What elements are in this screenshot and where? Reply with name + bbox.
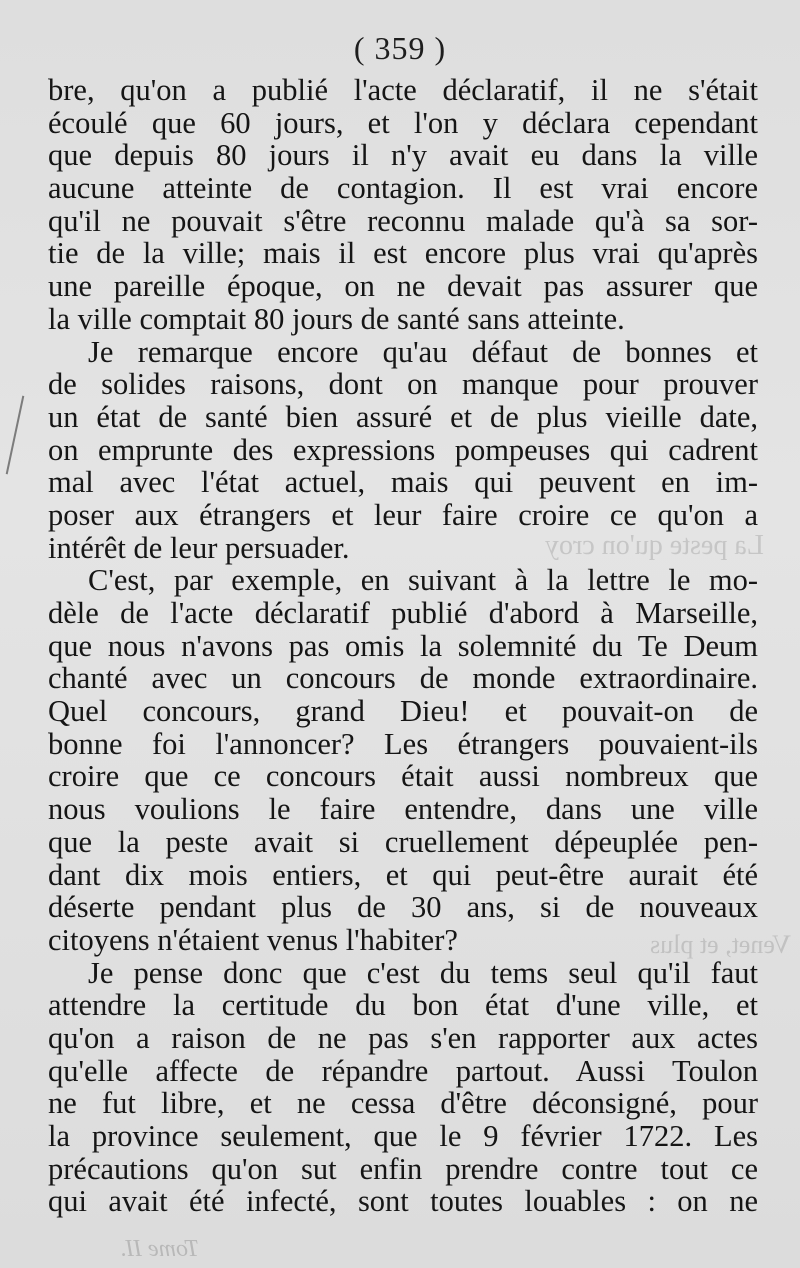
text-line: aucune atteinte de contagion. Il est vrai encore — [48, 171, 758, 206]
text-line: la province seulement, que le 9 février 1722. Les — [48, 1119, 758, 1153]
bleed-through-text: La peste qu'on croy — [545, 530, 764, 561]
text-line: qu'il ne pouvait s'être reconnu malade qu'à sa sor- — [48, 203, 758, 238]
text-line: chanté avec un concours de monde extraordinaire. — [48, 661, 758, 696]
text-line: écoulé que 60 jours, et l'on y déclara cependant — [48, 105, 758, 140]
text-line: précautions qu'on sut enfin prendre contre tout ce — [48, 1151, 758, 1186]
text-line: bonne foi l'annoncer? Les étrangers pouvaient-ils — [48, 726, 758, 761]
paragraph — [48, 564, 758, 956]
page-number: ( 359 ) — [353, 30, 447, 66]
text-line: on emprunte des expressions pompeuses qui cadrent — [48, 432, 758, 467]
text-line: bre, qu'on a publié l'acte déclaratif, il ne s'était — [48, 73, 758, 107]
text-line: Je pense donc que c'est du tems seul qu'il faut — [88, 955, 758, 990]
text-line: attendre la certitude du bon état d'une ville, et — [48, 988, 758, 1023]
bleed-through-text: Venet, et plus — [650, 930, 791, 959]
text-line: dant dix mois entiers, et qui peut-être aurait été — [48, 857, 758, 892]
paragraph — [48, 336, 758, 565]
paragraph — [48, 957, 758, 1219]
text-line: que nous n'avons pas omis la solemnité du Te Deum — [48, 628, 758, 663]
paragraph — [48, 74, 758, 336]
text-line: nous voulions le faire entendre, dans une ville — [48, 792, 758, 827]
text-line: dèle de l'acte déclaratif publié d'abord à Marseille, — [48, 596, 758, 630]
text-line: mal avec l'état actuel, mais qui peuvent en im- — [48, 465, 758, 500]
margin-pencil-mark — [6, 396, 25, 475]
text-line: que depuis 80 jours il n'y avait eu dans la ville — [48, 138, 758, 173]
text-line: intérêt de leur persuader. — [48, 530, 350, 565]
text-line: C'est, par exemple, en suivant à la lettre le mo- — [88, 563, 758, 598]
text-line: déserte pendant plus de 30 ans, si de nouveaux — [48, 890, 758, 925]
text-line: un état de santé bien assuré et de plus vieille date, — [48, 399, 758, 434]
text-line: ne fut libre, et ne cessa d'être déconsigné, pour — [48, 1086, 758, 1121]
text-line: la ville comptait 80 jours de santé sans atteinte. — [48, 301, 625, 336]
text-line: Quel concours, grand Dieu! et pouvait-on de — [48, 694, 758, 729]
text-line: que la peste avait si cruellement dépeuplée pen- — [48, 824, 758, 859]
text-line: croire que ce concours était aussi nombreux que — [48, 759, 758, 794]
text-line: tie de la ville; mais il est encore plus vrai qu'après — [48, 236, 758, 271]
bleed-through-text: Tome II. — [120, 1236, 200, 1262]
text-line: qui avait été infecté, sont toutes louables : on ne — [48, 1184, 758, 1219]
text-line: une pareille époque, on ne devait pas assurer que — [48, 269, 758, 304]
text-line: qu'on a raison de ne pas s'en rapporter aux actes — [48, 1020, 758, 1055]
body-text — [48, 74, 758, 1218]
text-line: Je remarque encore qu'au défaut de bonnes et — [88, 334, 758, 369]
text-line: de solides raisons, dont on manque pour prouver — [48, 367, 758, 402]
text-line: qu'elle affecte de répandre partout. Aussi Toulon — [48, 1053, 758, 1088]
text-line: poser aux étrangers et leur faire croire ce qu'on a — [48, 497, 758, 532]
text-line: citoyens n'étaient venus l'habiter? — [48, 922, 458, 957]
